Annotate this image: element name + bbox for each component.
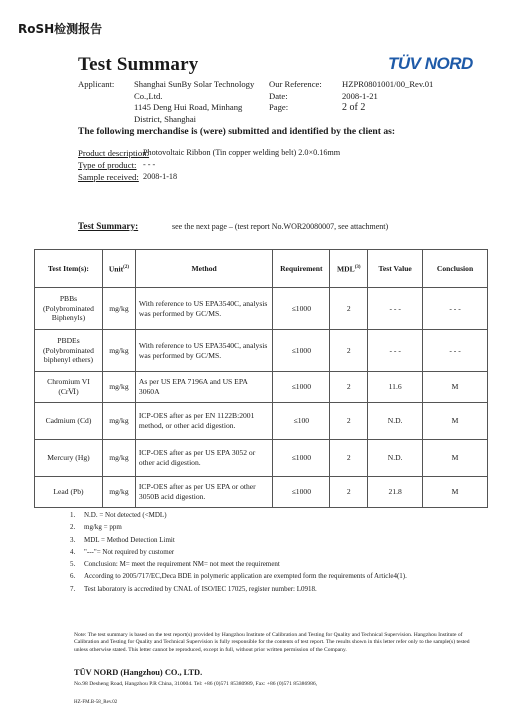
- cell-requirement: ≤1000: [273, 330, 330, 372]
- cell-requirement: ≤1000: [273, 372, 330, 403]
- cell-mdl: 2: [330, 372, 368, 403]
- cell-item: PBBs (Polybrominated Biphenyls): [35, 288, 103, 330]
- cell-test-value: - - -: [368, 288, 423, 330]
- date-label: Date:: [269, 90, 288, 101]
- applicant-line: Shanghai SunBy Solar Technology: [134, 79, 255, 89]
- cell-unit: mg/kg: [102, 477, 135, 508]
- cell-method: ICP-OES after as per EN 1122B:2001 method, or other acid digestion.: [135, 403, 272, 440]
- our-reference-value: HZPR0801001/00_Rev.01: [342, 79, 434, 89]
- table-row: [35, 330, 488, 372]
- header-test-item: Test Item(s):: [35, 250, 103, 288]
- cell-test-value: - - -: [368, 330, 423, 372]
- note-item: 6. According to 2005/717/EC,Deca BDE in polymeric application are exempted form the requirements of Article4(1).: [70, 572, 407, 581]
- header-conclusion: Conclusion: [423, 250, 488, 288]
- cell-method: As per US EPA 7196A and US EPA 3060A: [135, 372, 272, 403]
- header-method: Method: [135, 250, 272, 288]
- cell-test-value: 11.6: [368, 372, 423, 403]
- sample-received-label: Sample received:: [78, 172, 139, 182]
- note-item: 7. Test laboratory is accredited by CNAL of ISO/IEC 17025, register number: L0918.: [70, 584, 317, 593]
- cell-unit: mg/kg: [102, 288, 135, 330]
- results-table: [34, 249, 488, 508]
- cell-conclusion: - - -: [423, 288, 488, 330]
- applicant-line: District, Shanghai: [134, 113, 197, 124]
- table-row: [35, 372, 488, 403]
- cell-conclusion: - - -: [423, 330, 488, 372]
- header-requirement: Requirement: [273, 250, 330, 288]
- our-reference-label: Our Reference:: [269, 79, 322, 89]
- cell-conclusion: M: [423, 440, 488, 477]
- company-address: No.98 Desheng Road, Hangzhou P.R China, 310004. Tel: +86 (0)571 85380989, Fax: +86 (0)571 85386986,: [74, 681, 318, 687]
- note-item: 1. N.D. = Not detected (<MDL): [70, 511, 167, 519]
- header-mdl: MDL$^{(3)}$: [330, 250, 368, 288]
- cell-conclusion: M: [423, 477, 488, 508]
- note-item: 3. MDL = Method Detection Limit: [70, 535, 175, 544]
- merchandise-heading: The following merchandise is (were) submitted and identified by the client as:: [78, 126, 396, 137]
- cell-mdl: 2: [330, 330, 368, 372]
- date-value: 2008-1-21: [342, 90, 378, 101]
- applicant-line: 1145 Deng Hui Road, Minhang: [134, 102, 243, 112]
- report-label: RoSH检测报告: [18, 22, 103, 36]
- cell-mdl: 2: [330, 403, 368, 440]
- cell-mdl: 2: [330, 288, 368, 330]
- note-item: 5. Conclusion: M= meet the requirement NM= not meet the requirement: [70, 560, 280, 569]
- cell-item: PBDEs (Polybrominated biphenyl ethers): [35, 330, 103, 372]
- form-code: HZ-FM.B-58_Rev.02: [74, 700, 118, 705]
- cell-method: ICP-OES after as per US EPA 3052 or other acid digestion.: [135, 440, 272, 477]
- header-test-value: Test Value: [368, 250, 423, 288]
- cell-unit: mg/kg: [102, 330, 135, 372]
- notes-list: [70, 509, 490, 595]
- product-labels: [78, 147, 149, 183]
- cell-requirement: ≤1000: [273, 440, 330, 477]
- type-of-product-label: Type of product:: [78, 160, 137, 170]
- product-description-value: Photovoltaic Ribbon (Tin copper welding belt) 2.0×0.16mm: [143, 148, 341, 157]
- cell-item: Chromium VI (CrⅥ): [35, 372, 103, 403]
- cell-item: Mercury (Hg): [35, 440, 103, 477]
- cell-method: ICP-OES after as per US EPA or other 3050B acid digestion.: [135, 477, 272, 508]
- header-unit: Unit$^{(2)}$: [102, 250, 135, 288]
- note-item: 4. "---"= Not required by customer: [70, 547, 175, 556]
- table-header-row: [35, 250, 488, 288]
- product-values: [143, 147, 340, 183]
- cell-mdl: 2: [330, 440, 368, 477]
- cell-unit: mg/kg: [102, 440, 135, 477]
- reference-values: [342, 79, 433, 114]
- cell-test-value: N.D.: [368, 440, 423, 477]
- cell-mdl: 2: [330, 477, 368, 508]
- cell-conclusion: M: [423, 403, 488, 440]
- cell-requirement: ≤1000: [273, 288, 330, 330]
- cell-method: With reference to US EPA3540C, analysis was performed by GC/MS.: [135, 288, 272, 330]
- company-name: TÜV NORD (Hangzhou) CO., LTD.: [74, 668, 203, 677]
- cell-requirement: ≤1000: [273, 477, 330, 508]
- disclaimer-note: Note: The test summary is based on the test report(s) provided by Hangzhou Institute of Calibration and Testing for Quality and Technical Supervision. Hangzhou Institute of Calibration and Testing for Quality and Technical Supervision is fully responsible for the contents of test report. The results shown in this letter refer only to the sample(s) tested unless otherwise stated. This letter cannot be reproduced, except in full, without prior written permission of the Company.: [74, 632, 470, 653]
- page-title: Test Summary: [78, 54, 199, 75]
- page-label: Page:: [269, 102, 289, 112]
- cell-unit: mg/kg: [102, 372, 135, 403]
- cell-item: Cadmium (Cd): [35, 403, 103, 440]
- table-row: [35, 288, 488, 330]
- reference-labels: [269, 79, 322, 114]
- cell-item: Lead (Pb): [35, 477, 103, 508]
- product-description-label: Product description:: [78, 148, 150, 158]
- cell-unit: mg/kg: [102, 403, 135, 440]
- table-row: [35, 440, 488, 477]
- page-number: 2 of 2: [342, 102, 366, 113]
- applicant-line: Co.,Ltd.: [134, 90, 163, 101]
- test-summary-label: Test Summary:: [78, 221, 139, 231]
- cell-requirement: ≤100: [273, 403, 330, 440]
- table-row: [35, 477, 488, 508]
- note-item: 2. mg/kg = ppm: [70, 523, 122, 532]
- test-summary-text: see the next page – (test report No.WOR20080007, see attachment): [172, 222, 389, 231]
- type-of-product-value: - - -: [143, 160, 156, 169]
- tuv-nord-logo: TÜV NORD: [388, 54, 473, 73]
- cell-test-value: 21.8: [368, 477, 423, 508]
- applicant-label: Applicant:: [78, 79, 115, 89]
- cell-method: With reference to US EPA3540C, analysis was performed by GC/MS.: [135, 330, 272, 372]
- sample-received-value: 2008-1-18: [143, 172, 178, 181]
- cell-test-value: N.D.: [368, 403, 423, 440]
- cell-conclusion: M: [423, 372, 488, 403]
- table-row: [35, 403, 488, 440]
- applicant-address: [134, 79, 264, 125]
